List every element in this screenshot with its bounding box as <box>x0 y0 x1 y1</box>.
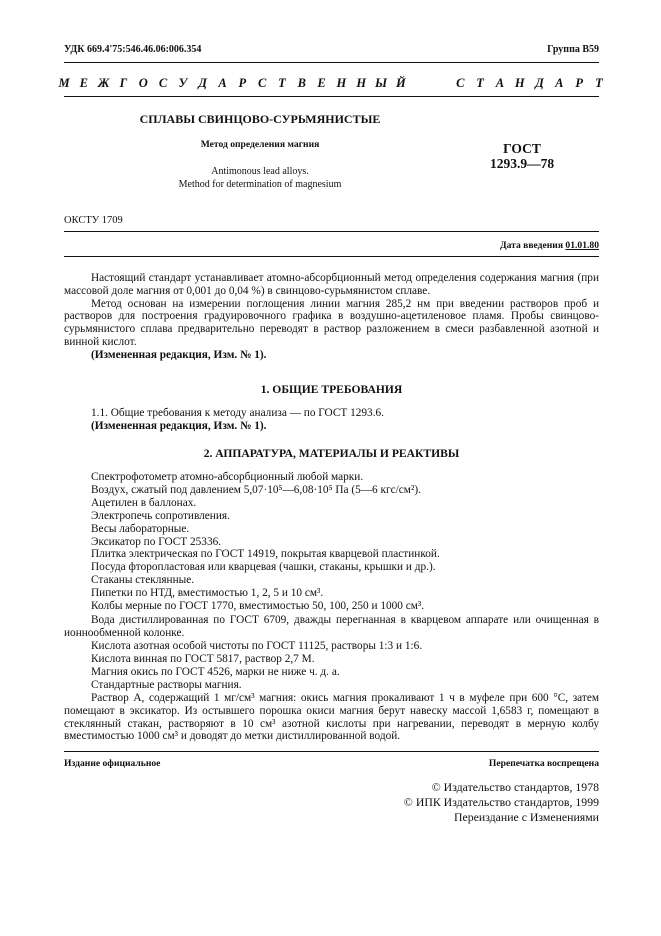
list-item: Кислота азотная особой чистоты по ГОСТ 11125, растворы 1:3 и 1:6. <box>91 640 423 652</box>
date-rule <box>64 256 599 257</box>
document-title: СПЛАВЫ СВИНЦОВО-СУРЬМЯНИСТЫЕ <box>139 112 381 126</box>
copyright-block <box>404 780 599 825</box>
gost-number: 1293.9—78 <box>489 156 555 171</box>
interstate-standard-banner: М Е Ж Г О С У Д А Р С Т В Е Н Н Ы Й С Т А Н Д А Р Т <box>58 76 603 90</box>
list-item: Пипетки по НТД, вместимостью 1, 2, 5 и 10 см³. <box>91 587 324 600</box>
intro-paragraph-1: Настоящий стандарт устанавливает атомно-абсорбционный метод определения содержания магния (при массовой доле магния от 0,001 до 0,04 %) в свинцово-сурьмянистом сплаве. <box>64 272 599 297</box>
footer-rule <box>64 751 599 752</box>
list-item: Посуда фторопластовая или кварцевая (чашки, стаканы, крышки и др.). <box>91 561 436 574</box>
list-item: Весы лабораторные. <box>91 522 190 535</box>
banner-rule <box>64 96 599 97</box>
section-1-heading: 1. ОБЩИЕ ТРЕБОВАНИЯ <box>260 383 403 396</box>
list-item: Плитка электрическая по ГОСТ 14919, покрытая кварцевой пластинкой. <box>91 548 440 561</box>
section-1-body <box>64 407 599 433</box>
intro-date <box>500 240 599 251</box>
section-1-paragraph: 1.1. Общие требования к методу анализа — по ГОСТ 1293.6. <box>91 407 385 419</box>
english-title-line2: Method for determination of magnesium <box>178 179 342 190</box>
list-item: Кислота винная по ГОСТ 5817, раствор 2,7 М. <box>91 652 315 665</box>
gost-label: ГОСТ <box>503 141 541 156</box>
method-subtitle: Метод определения магния <box>200 139 320 150</box>
copyright-1999: © ИПК Издательство стандартов, 1999 <box>403 795 599 809</box>
water-paragraph <box>64 614 599 640</box>
intro-date-label: Дата введения <box>499 240 564 251</box>
reissue-note: Переиздание с Изменениями <box>454 810 599 824</box>
intro-paragraph-2: Метод основан на измерении поглощения линии магния 285,2 нм при введении растворов проб и растворов для построения градуировочного графика в воздушно-ацетиленовое пламя. Пробы свинцово-сурьмянистого сплава предварительно переводят в раствор разложением в смеси разбавленной азотной и винной кислот. <box>64 297 599 348</box>
introduction <box>64 272 599 362</box>
list-item: Электропечь сопротивления. <box>91 509 230 522</box>
okstu-rule <box>64 231 599 232</box>
list-item: Колбы мерные по ГОСТ 1770, вместимостью 50, 100, 250 и 1000 см³. <box>91 600 425 613</box>
udk-code: УДК 669.4'75:546.46.06:006.354 <box>64 44 202 55</box>
english-title-line1: Antimonous lead alloys. <box>211 166 309 177</box>
list-item: Магния окись по ГОСТ 4526, марки не ниже ч. д. а. <box>91 665 340 678</box>
okstu-code: ОКСТУ 1709 <box>64 215 123 226</box>
list-item: Спектрофотометр атомно-абсорбционный любой марки. <box>91 471 364 483</box>
english-title <box>64 165 456 191</box>
list-item: Ацетилен в баллонах. <box>91 496 197 509</box>
list-item: Стаканы стеклянные. <box>91 574 195 587</box>
reagent-list <box>91 640 599 692</box>
list-item: Воздух, сжатый под давлением 5,07·10⁵—6,08·10⁵ Па (5—6 кгс/см²). <box>91 483 421 496</box>
section-2-heading: 2. АППАРАТУРА, МАТЕРИАЛЫ И РЕАКТИВЫ <box>203 447 460 460</box>
section-1-edited-note: (Измененная редакция, Изм. № 1). <box>91 419 267 432</box>
list-item: Эксикатор по ГОСТ 25336. <box>91 535 222 548</box>
official-edition-note: Издание официальное <box>64 758 161 769</box>
water-text: Вода дистиллированная по ГОСТ 6709, дважды перегнанная в кварцевом аппарате или очищенная в ионнообменной колонке. <box>64 614 599 639</box>
group-code: Группа В59 <box>547 44 599 55</box>
intro-edited-note: (Измененная редакция, Изм. № 1). <box>91 348 267 361</box>
equipment-list <box>91 471 599 613</box>
reprint-prohibited-note: Перепечатка воспрещена <box>488 758 599 769</box>
copyright-1978: © Издательство стандартов, 1978 <box>431 780 599 794</box>
intro-date-value: 01.01.80 <box>565 240 599 251</box>
solution-a-text: Раствор А, содержащий 1 мг/см³ магния: окись магния прокаливают 1 ч в муфеле при 600 °С, затем помещают в эксикатор. Из остывшего порошка окиси магния берут навеску массой 1,6583 г, помещают в стеклянный стакан, растворяют в 10 см³ азотной кислоты при нагревании, переводят в мерную колбу вместимостью 1000 см³ и доводят до метки дистиллированной водой. <box>64 692 599 743</box>
top-rule <box>64 62 599 63</box>
list-item: Стандартные растворы магния. <box>91 678 242 691</box>
solution-a-paragraph <box>64 692 599 743</box>
gost-designation <box>484 141 560 171</box>
